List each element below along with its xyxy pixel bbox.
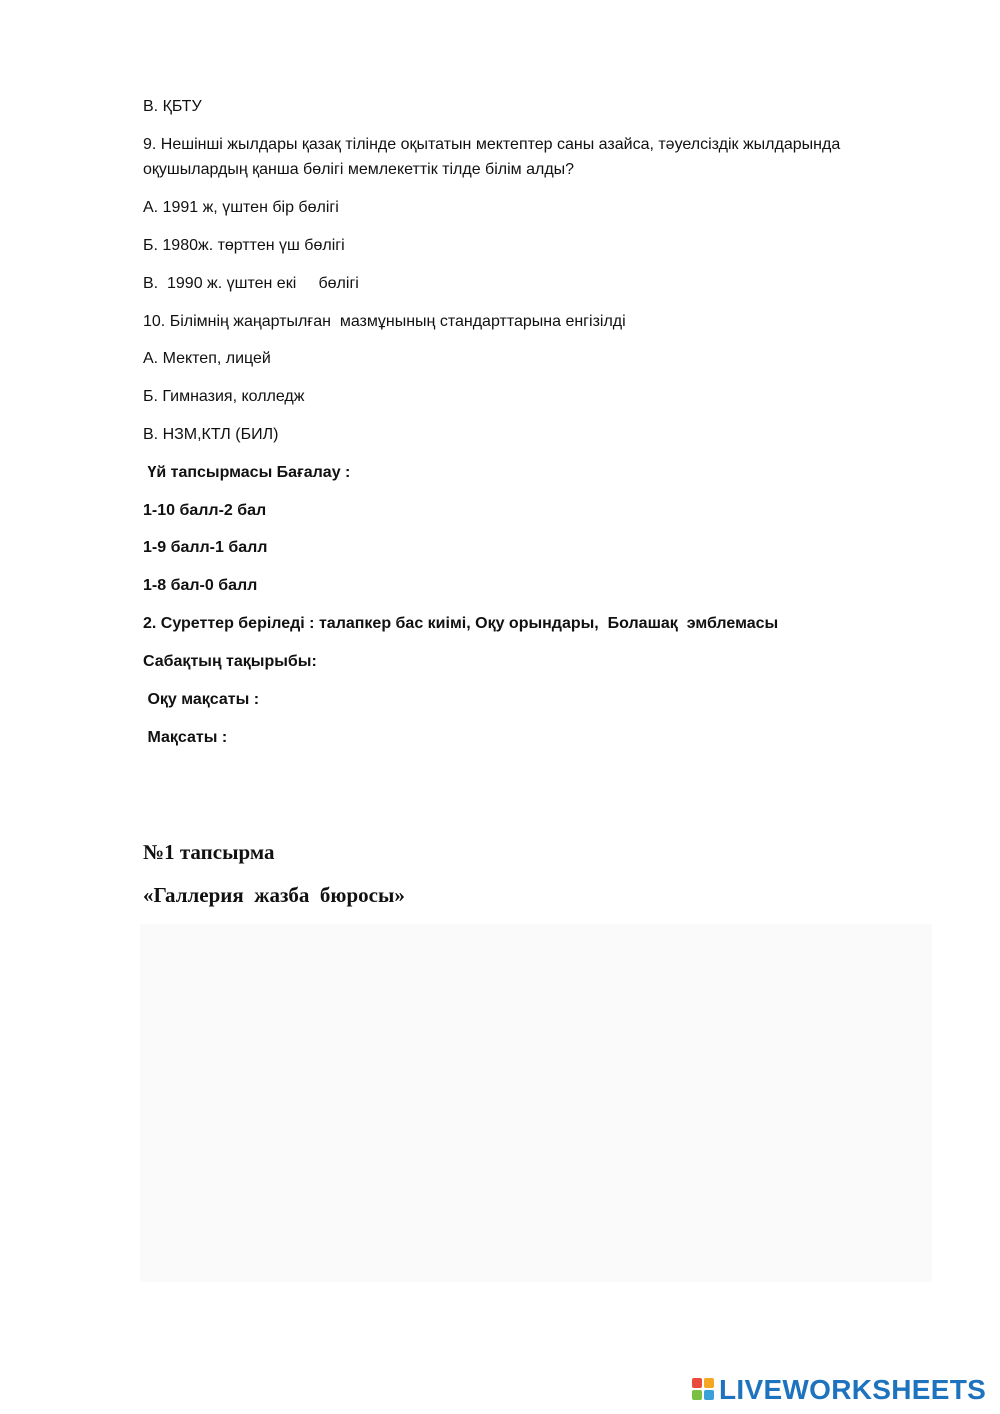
liveworksheets-logo-icon (692, 1378, 716, 1402)
q9-option-a: А. 1991 ж, үштен бір бөлігі (143, 199, 339, 216)
q9-option-v: В. 1990 ж. үштен екі бөлігі (143, 275, 359, 292)
score-line-1: 1-10 балл-2 бал (143, 502, 267, 519)
question-10: 10. Білімнің жаңартылған мазмұнының стандарттарына енгізілді (143, 313, 626, 330)
question-9-line-2: оқушылардың қанша бөлігі мемлекеттік тілде білім алды? (143, 160, 575, 178)
score-line-3: 1-8 бал-0 балл (143, 577, 258, 594)
lesson-topic-label: Сабақтың тақырыбы: (143, 653, 317, 670)
goal-label: Мақсаты : (143, 729, 228, 746)
liveworksheets-wordmark: LIVEWORKSHEETS (719, 1374, 987, 1405)
q10-option-a: А. Мектеп, лицей (143, 350, 271, 367)
learning-goal-label: Оқу мақсаты : (143, 691, 260, 708)
q8-option-v: В. ҚБТУ (143, 98, 202, 115)
score-line-2: 1-9 балл-1 балл (143, 539, 268, 556)
task-number-heading: №1 тапсырма (143, 840, 275, 864)
liveworksheets-brand (692, 1375, 986, 1405)
question-9-line-1: 9. Нешінші жылдары қазақ тілінде оқытатын мектептер саны азайса, тәуелсіздік жылдарында (143, 136, 841, 153)
question-9 (143, 133, 903, 182)
q9-option-b: Б. 1980ж. төрттен үш бөлігі (143, 237, 345, 254)
task-title-heading: «Галлерия жазба бюросы» (143, 883, 405, 907)
q10-option-v: В. НЗМ,КТЛ (БИЛ) (143, 426, 279, 443)
homework-grading-title: Үй тапсырмасы Бағалау : (143, 464, 351, 481)
answer-area[interactable] (140, 924, 932, 1282)
pictures-given: 2. Суреттер беріледі : талапкер бас киімі, Оқу орындары, Болашақ эмблемасы (143, 615, 779, 632)
q10-option-b: Б. Гимназия, колледж (143, 388, 305, 405)
